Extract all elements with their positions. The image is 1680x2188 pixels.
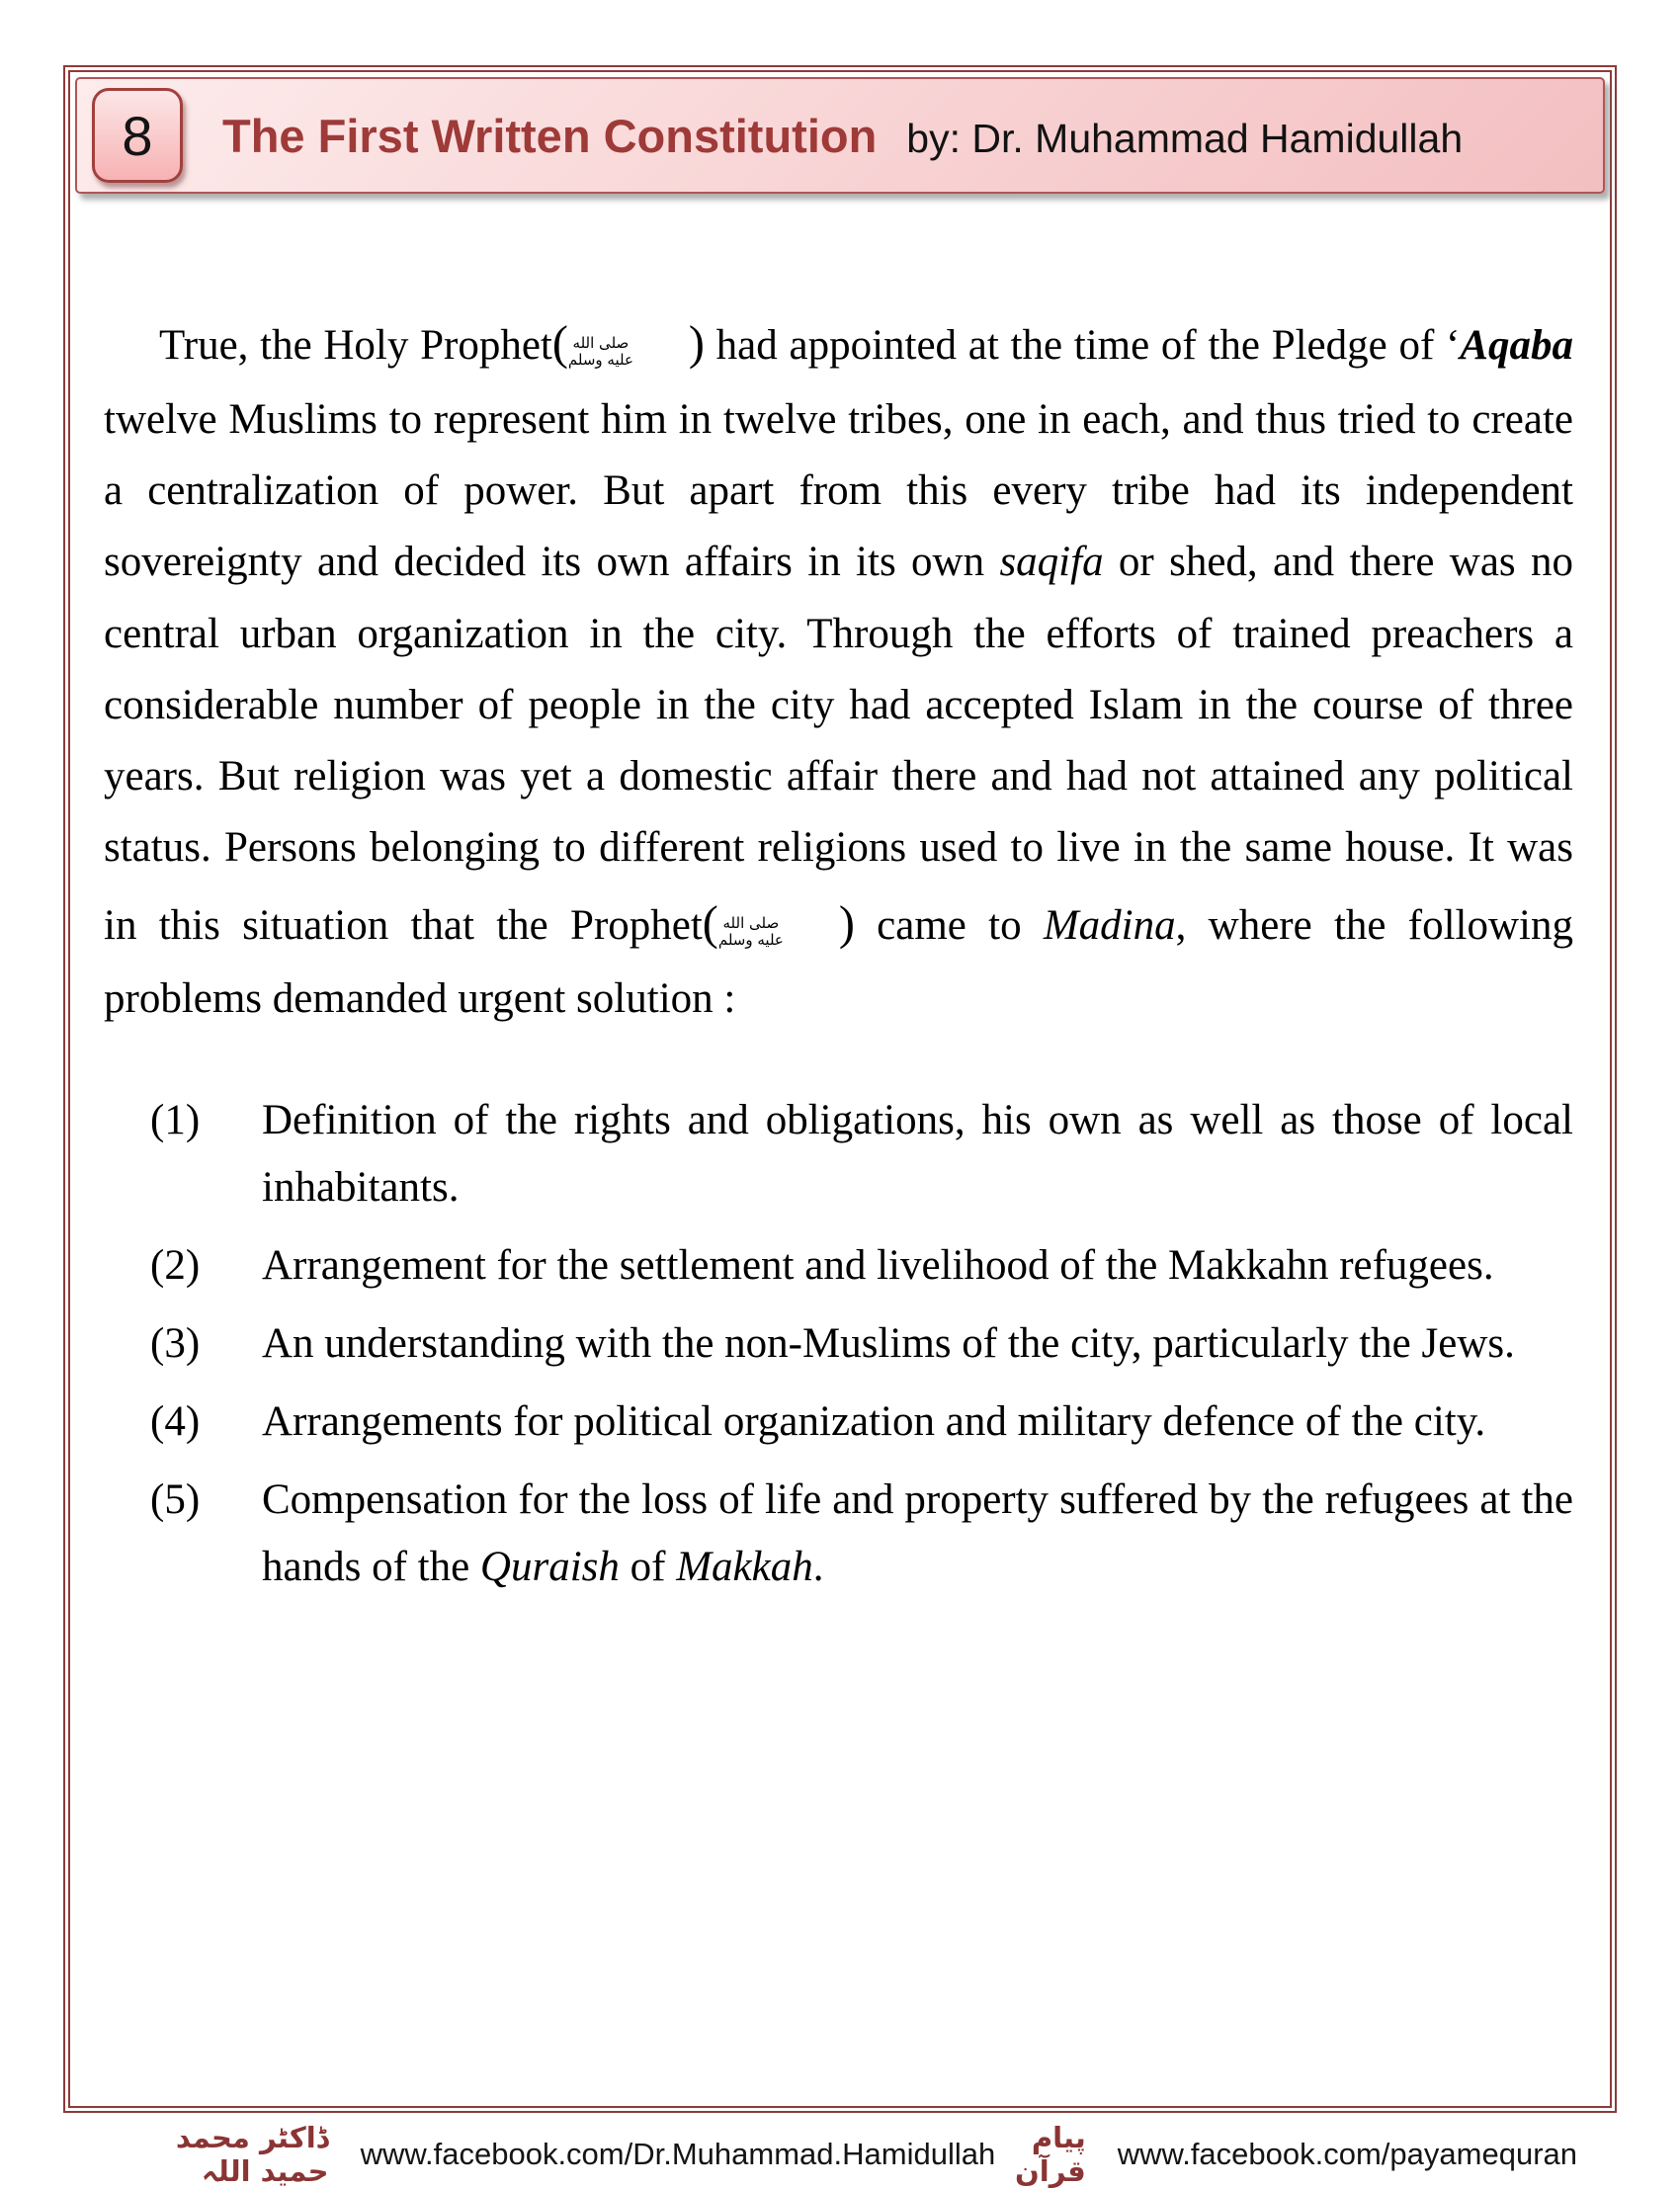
- list-item-text: [262, 1467, 1573, 1603]
- text-segment: of: [619, 1544, 677, 1591]
- list-item: [150, 1310, 1573, 1379]
- list-item-text: [262, 1310, 1573, 1379]
- text-segment: or shed, and there was no central urban organization in the city. Through the efforts of trained preachers a considerable number of people in the city had accepted Islam in the course of three years. But religion was yet a domestic affair there and had not attained any political status. Persons belonging to different religions used to live in the same house. It was in this situation that the Prophet: [104, 539, 1573, 949]
- page-number: 8: [122, 104, 153, 167]
- text-segment: .: [812, 1544, 824, 1591]
- list-item: [150, 1467, 1573, 1603]
- list-item-number: (4): [150, 1397, 201, 1445]
- page-frame: [63, 65, 1617, 2113]
- body-content: [70, 206, 1610, 1612]
- list-item-text: [262, 1232, 1573, 1301]
- list-item: [150, 1087, 1573, 1223]
- text-segment: , where the following problems demanded urgent solution :: [104, 901, 1573, 1023]
- pbuh-symbol: ( صلى الله عليه وسلم ): [702, 896, 855, 950]
- list-item-number: (2): [150, 1242, 201, 1290]
- text-segment: Quraish: [479, 1544, 620, 1591]
- list-item-text: [262, 1389, 1573, 1457]
- text-segment: came to: [854, 901, 1044, 949]
- list-item-text: [262, 1087, 1573, 1223]
- footer-right-calligraphy: پیام قرآن: [1015, 2121, 1086, 2188]
- body-paragraph: [104, 304, 1573, 1036]
- problems-list: [104, 1087, 1573, 1603]
- text-segment: saqifa: [999, 539, 1104, 586]
- list-item-number: (3): [150, 1320, 201, 1368]
- list-item: [150, 1232, 1573, 1301]
- header-titles: [222, 109, 1463, 163]
- list-item-number: (5): [150, 1475, 201, 1523]
- footer-left: [107, 2121, 995, 2188]
- text-segment: Arrangements for political organization and military defence of the city.: [262, 1397, 1486, 1445]
- footer-right-facebook-url: www.facebook.com/payamequran: [1117, 2137, 1577, 2171]
- footer-left-calligraphy: ڈاکٹر محمد حمید اللہ: [175, 2121, 329, 2188]
- text-segment: True, the Holy Prophet: [159, 322, 552, 369]
- text-segment: Arrangement for the settlement and livelihood of the Makkahn refugees.: [262, 1242, 1494, 1290]
- page-title: The First Written Constitution: [222, 109, 878, 162]
- header-banner: [75, 77, 1605, 194]
- page-number-badge: [92, 88, 183, 183]
- text-segment: Makkah: [676, 1544, 813, 1591]
- text-segment: Compensation for the loss of life and property suffered by the refugees at the hands of the: [262, 1475, 1573, 1591]
- text-segment: An understanding with the non-Muslims of the city, particularly the Jews.: [262, 1320, 1515, 1368]
- page-footer: [63, 2121, 1617, 2188]
- text-segment: twelve Muslims to represent him in twelve tribes, one in each, and thus tried to create a centralization of power. But apart from this every tribe had its independent sovereignty and decided its own affairs in its own: [104, 395, 1573, 586]
- list-item: [150, 1389, 1573, 1457]
- text-segment: had appointed at the time of the Pledge of ‘: [704, 322, 1461, 369]
- list-item-number: (1): [150, 1096, 201, 1143]
- text-segment: Aqaba: [1460, 322, 1573, 369]
- pbuh-symbol: ( صلى الله عليه وسلم ): [551, 317, 705, 370]
- text-segment: Madina: [1043, 901, 1176, 949]
- footer-left-facebook-url: www.facebook.com/Dr.Muhammad.Hamidullah: [360, 2137, 996, 2171]
- text-segment: Definition of the rights and obligations, his own as well as those of local inhabitants.: [262, 1096, 1573, 1212]
- footer-right: [995, 2121, 1577, 2188]
- author-byline: by: Dr. Muhammad Hamidullah: [906, 115, 1464, 161]
